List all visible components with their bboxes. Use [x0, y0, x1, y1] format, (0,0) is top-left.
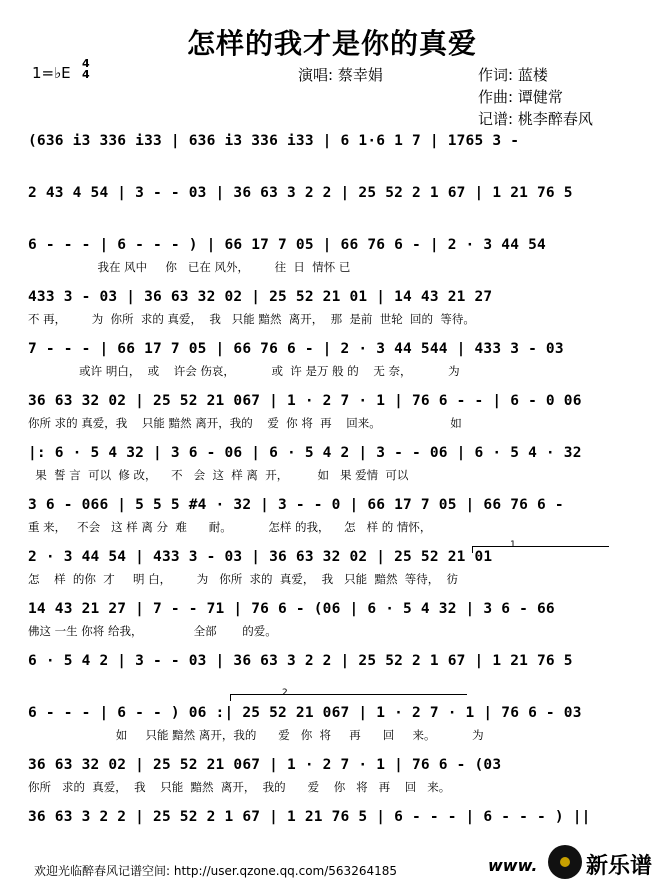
lyric-line: 佛这 一生 你将 给我， 全部 的爱。 [28, 624, 277, 638]
record-disc-icon [548, 845, 582, 879]
notation-line: 7 - - - | 66 17 7 05 | 66 76 6 - | 2 · 3 44 544 | 433 3 - 03 [28, 341, 564, 357]
notation-line: |: 6 · 5 4 32 | 3 6 - 06 | 6 · 5 4 2 | 3 - - 06 | 6 · 5 4 · 32 [28, 445, 582, 461]
logo-url: www. [488, 856, 538, 875]
notation-line: 433 3 - 03 | 36 63 32 02 | 25 52 21 01 | 14 43 21 27 [28, 289, 493, 305]
volta-number-2: 2 [282, 688, 288, 698]
singer-credit: 演唱: 蔡幸娟 [298, 66, 383, 84]
notation-line: 3 6 - 066 | 5 5 5 #4 · 32 | 3 - - 0 | 66 17 7 05 | 66 76 6 - [28, 497, 564, 513]
transcriber-credit: 记谱: 桃李醉春风 [478, 110, 593, 128]
lyric-line: 我在 风中 你 已在 风外， 往 日 情怀 已 [28, 260, 351, 274]
lyric-line: 你所 求的 真爱，我 只能 黯然 离开，我的 爱 你 将 再 回来。 如 [28, 416, 462, 430]
volta-number-1: 1 [510, 540, 516, 550]
lyric-line: 你所 求的 真爱， 我 只能 黯然 离开， 我的 爱 你 将 再 回 来。 [28, 780, 451, 794]
site-logo [488, 843, 658, 885]
time-sig-bottom: 4 [82, 68, 90, 81]
notation-line: 6 - - - | 6 - - - ) | 66 17 7 05 | 66 76 6 - | 2 · 3 44 54 [28, 237, 546, 253]
composer-credit: 作曲: 谭健常 [478, 88, 563, 106]
volta-bracket-2 [230, 694, 467, 701]
footer-text: 欢迎光临醉春风记谱空间: http://user.qzone.qq.com/563264185 [34, 864, 398, 878]
notation-line: 6 - - - | 6 - - ) 06 :| 25 52 21 067 | 1 · 2 7 · 1 | 76 6 - 03 [28, 705, 582, 721]
notation-line: 14 43 21 27 | 7 - - 71 | 76 6 - (06 | 6 · 5 4 32 | 3 6 - 66 [28, 601, 555, 617]
notation-line: 36 63 32 02 | 25 52 21 067 | 1 · 2 7 · 1 | 76 6 - (03 [28, 757, 502, 773]
lyric-line: 果 誓 言 可以 修 改， 不 会 这 样 离 开， 如 果 爱情 可以 [28, 468, 409, 482]
song-title: 怎样的我才是你的真爱 [186, 27, 477, 60]
lyricist-credit: 作词: 蓝楼 [478, 66, 548, 84]
notation-line: (636 i3 336 i33 | 636 i3 336 i33 | 6 1·6 1 7 | 1765 3 - [28, 133, 520, 149]
lyric-line: 不 再， 为 你所 求的 真爱， 我 只能 黯然 离开， 那 是前 世轮 回的 等待。 [28, 312, 475, 326]
time-signature [82, 58, 90, 80]
logo-brand: 新乐谱 [586, 854, 653, 879]
lyric-line: 怎 样 的你 才 明 白， 为 你所 求的 真爱， 我 只能 黯然 等待， 彷 [28, 572, 459, 586]
notation-line: 36 63 3 2 2 | 25 52 2 1 67 | 1 21 76 5 | 6 - - - | 6 - - - ) || [28, 809, 591, 825]
notation-line: 2 43 4 54 | 3 - - 03 | 36 63 3 2 2 | 25 52 2 1 67 | 1 21 76 5 [28, 185, 573, 201]
lyric-line: 如 只能 黯然 离开，我的 爱 你 将 再 回 来。 为 [28, 728, 484, 742]
volta-bracket-1 [472, 546, 609, 553]
lyric-line: 或许 明白， 或 许会 伤哀， 或 许 是万 般 的 无 奈， 为 [28, 364, 460, 378]
notation-line: 36 63 32 02 | 25 52 21 067 | 1 · 2 7 · 1 | 76 6 - - | 6 - 0 06 [28, 393, 582, 409]
lyric-line: 重 来， 不会 这 样 离 分 难 耐。 怎样 的我， 怎 样 的 情怀， [28, 520, 432, 534]
key-signature: 1=♭E [32, 64, 71, 82]
time-sig-top: 4 [82, 57, 90, 70]
notation-line: 6 · 5 4 2 | 3 - - 03 | 36 63 3 2 2 | 25 52 2 1 67 | 1 21 76 5 [28, 653, 573, 669]
notation-line: 2 · 3 44 54 | 433 3 - 03 | 36 63 32 02 | 25 52 21 01 [28, 549, 493, 565]
